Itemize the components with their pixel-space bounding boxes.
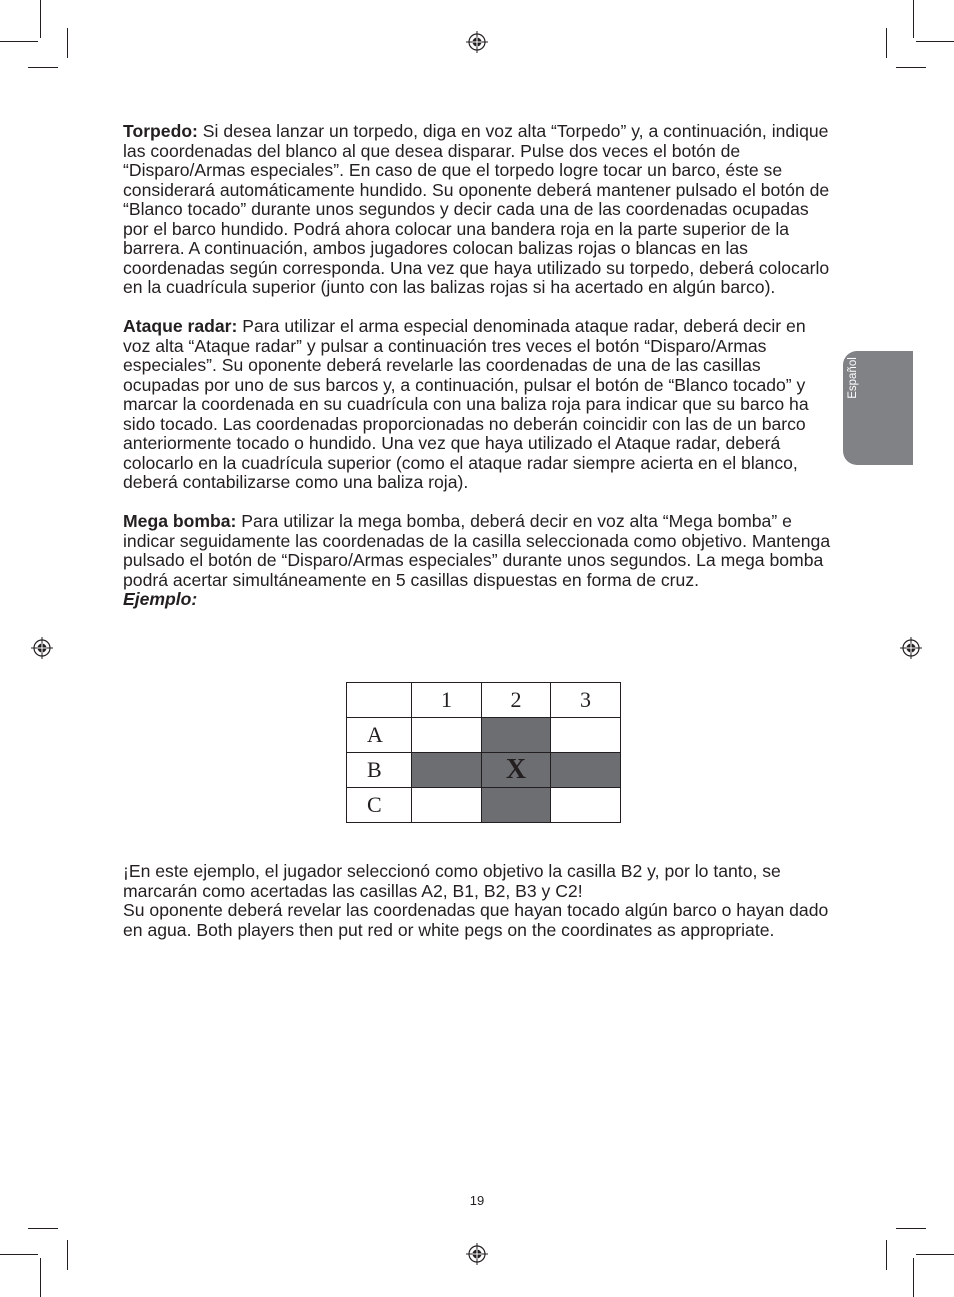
grid-col-header: 2 — [482, 683, 551, 718]
crop-mark — [916, 1254, 954, 1255]
crop-mark — [40, 0, 41, 38]
grid-cell-c2 — [482, 788, 551, 823]
crop-mark — [913, 0, 914, 38]
section-text: Para utilizar la mega bomba, deberá decir en voz alta “Mega bomba” e indicar seguidamente las coordenadas de la casilla seleccionada como objetivo. Mantenga pulsado el botón de “Disparo/Armas especiales” durante unos segundos. La mega bomba podrá acertar simultáneamente en 5 casillas dispuestas en forma de cruz. — [123, 511, 831, 590]
section-heading: Ataque radar: — [123, 316, 238, 336]
page-number: 19 — [469, 1193, 485, 1208]
grid-cell-a2 — [482, 718, 551, 753]
grid-cell-b3 — [551, 753, 621, 788]
crop-mark — [67, 1240, 68, 1270]
section-text: Para utilizar el arma especial denominada ataque radar, deberá decir en voz alta “Ataque radar” y pulsar a continuación tres veces el botón “Disparo/Armas especiales”. Su oponente deberá revelarle las coordenadas de una de las casillas ocupadas por uno de sus barcos y, a continuación, pulsar el botón de “Blanco tocado” y marcar la coordenada en su cuadrícula con una baliza roja para indicar que su barco ha sido tocado. Las coordenadas proporcionadas no deberán coincidir con las de un barco anteriormente tocado o hundido. Una vez que haya utilizado el Ataque radar, deberá colocarlo en la cuadrícula superior (como el ataque radar siempre acierta en el blanco, deberá contabilizarse como una baliza roja). — [123, 316, 809, 492]
grid-header-row — [347, 683, 621, 718]
section-ataque-radar — [123, 317, 835, 493]
grid-cell-b2-target: X — [482, 753, 551, 788]
example-label: Ejemplo: — [123, 589, 198, 609]
language-tab-label: Español — [847, 357, 859, 399]
grid-cell-c3 — [551, 788, 621, 823]
crop-mark — [28, 67, 58, 68]
grid-corner-cell — [347, 683, 412, 718]
grid-cell-a1 — [412, 718, 482, 753]
grid-row-header: B — [347, 753, 412, 788]
crop-mark — [916, 41, 954, 42]
grid-cell-a3 — [551, 718, 621, 753]
grid-col-header: 3 — [551, 683, 621, 718]
page-content — [123, 122, 835, 610]
grid-cell-c1 — [412, 788, 482, 823]
crop-mark — [886, 1240, 887, 1270]
crop-mark — [896, 67, 926, 68]
grid-col-header: 1 — [412, 683, 482, 718]
grid-row — [347, 753, 621, 788]
section-torpedo — [123, 122, 835, 298]
explanation-line: ¡En este ejemplo, el jugador seleccionó como objetivo la casilla B2 y, por lo tanto, se marcarán como acertadas las casillas A2, B1, B2, B3 y C2! — [123, 861, 781, 901]
registration-mark-icon — [466, 1243, 488, 1265]
crop-mark — [40, 1258, 41, 1297]
section-mega-bomba — [123, 512, 835, 590]
registration-mark-icon — [900, 637, 922, 659]
section-text: Si desea lanzar un torpedo, diga en voz alta “Torpedo” y, a continuación, indique las coordenadas del blanco al que desea disparar. Pulse dos veces el botón de “Disparo/Armas especiales”. En caso de que el torpedo logre tocar un barco, éste se considerará automáticamente hundido. Su oponente deberá mantener pulsado el botón de “Blanco tocado” durante unos segundos y decir cada una de las coordenadas ocupadas por el barco hundido. Podrá ahora colocar una bandera roja en la parte superior de la barrera. A continuación, ambos jugadores colocan balizas rojas o blancas en las coordenadas según corresponda. Una vez que haya utilizado su torpedo, deberá colocarlo en la cuadrícula superior (junto con las balizas rojas si ha acertado en algún barco). — [123, 121, 830, 297]
example-explanation — [123, 862, 835, 940]
crop-mark — [896, 1228, 926, 1229]
explanation-line: Su oponente deberá revelar las coordenadas que hayan tocado algún barco o hayan dado en agua. Both players then put red or white pegs on the coordinates as appropriate. — [123, 900, 829, 940]
grid-row — [347, 788, 621, 823]
crop-mark — [0, 1254, 38, 1255]
grid-cell-b1 — [412, 753, 482, 788]
section-heading: Torpedo: — [123, 121, 198, 141]
example-grid — [346, 682, 621, 823]
crop-mark — [67, 28, 68, 58]
grid-row-header: A — [347, 718, 412, 753]
section-heading: Mega bomba: — [123, 511, 237, 531]
crop-mark — [913, 1258, 914, 1297]
registration-mark-icon — [31, 637, 53, 659]
grid-row — [347, 718, 621, 753]
crop-mark — [0, 41, 38, 42]
registration-mark-icon — [466, 31, 488, 53]
grid-row-header: C — [347, 788, 412, 823]
crop-mark — [28, 1228, 58, 1229]
crop-mark — [886, 28, 887, 58]
